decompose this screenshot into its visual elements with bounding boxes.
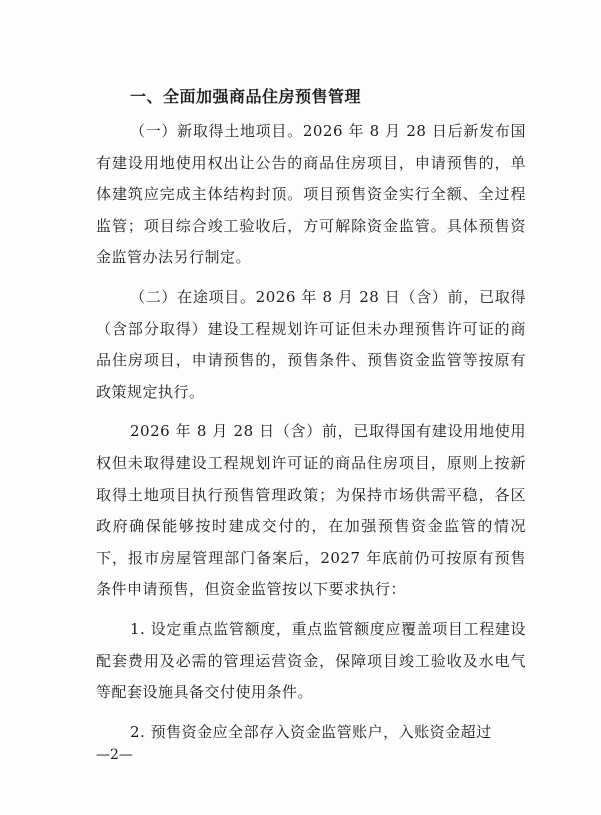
section-heading: 一、全面加强商品住房预售管理 [130, 87, 362, 106]
paragraph-ongoing-projects: （二）在途项目。2026 年 8 月 28 日（含）前，已取得（含部分取得）建设工程规划许可证但未办理预售许可证的商品住房项目，申请预售的，预售条件、预售资金监管等按原有政策规定执行。 [96, 287, 526, 401]
paragraph-item-2: 2. 预售资金应全部存入资金监管账户，入账资金超过 [130, 722, 492, 741]
paragraph-land-without-permit: 2026 年 8 月 28 日（含）前，已取得国有建设用地使用权但未取得建设工程规划许可证的商品住房项目，原则上按新取得土地项目执行预售管理政策；为保持市场供需平稳，各区政府确保能够按时建成交付的，在加强预售资金监管的情况下，报市房屋管理部门备案后，2027 年底前仍可按原有预售条件申请预售，但资金监管按以下要求执行： [96, 422, 526, 599]
paragraph-new-land: （一）新取得土地项目。2026 年 8 月 28 日后新发布国有建设用地使用权出让公告的商品住房项目，申请预售的，单体建筑应完成主体结构封顶。项目预售资金实行全额、全过程监管；项目综合竣工验收后，方可解除资金监管。具体预售资金监管办法另行制定。 [96, 122, 526, 267]
page-number: —2— [96, 747, 133, 763]
paragraph-item-1: 1. 设定重点监管额度，重点监管额度应覆盖项目工程建设配套费用及必需的管理运营资金，保障项目竣工验收及水电气等配套设施具备交付使用条件。 [96, 619, 526, 702]
page-body [96, 86, 526, 756]
